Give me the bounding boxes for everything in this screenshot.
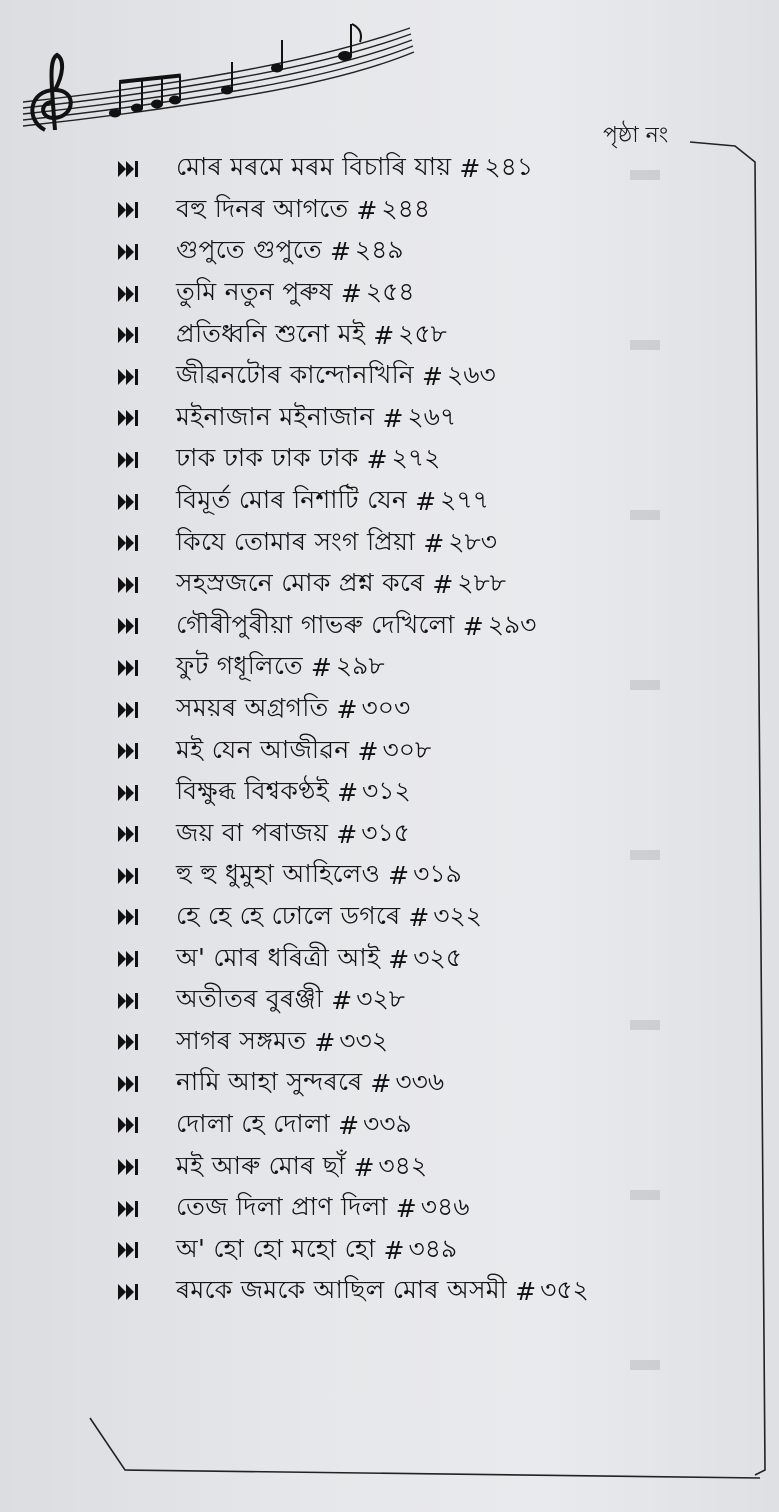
song-page-number: ২৫৪ [365, 277, 415, 307]
toc-entry [118, 231, 678, 273]
fast-forward-icon [118, 660, 176, 676]
song-page-number: ২৭২ [391, 443, 441, 473]
song-title: ফুট গধূলিতে [176, 651, 303, 681]
page-separator: # [370, 1069, 392, 1099]
song-page-number: ২৯৮ [335, 651, 385, 681]
toc-entry [118, 314, 678, 356]
toc-entry [118, 522, 678, 564]
song-title: বহু দিনৰ আগতে [176, 193, 349, 223]
toc-entry [118, 1021, 678, 1063]
song-title: অ' হো হো মহো হো [176, 1233, 376, 1263]
toc-entry [118, 481, 678, 523]
page-separator: # [338, 1110, 360, 1140]
fast-forward-icon [118, 202, 176, 218]
fast-forward-icon [118, 286, 176, 302]
page-separator: # [382, 403, 404, 433]
song-title: মই আৰু মোৰ ছাঁ [176, 1150, 346, 1180]
song-page-number: ৩৪৯ [408, 1233, 458, 1263]
fast-forward-icon [118, 785, 176, 801]
toc-entry [118, 1105, 678, 1147]
song-page-number: ২৪১ [484, 152, 534, 182]
toc-entry [118, 689, 678, 731]
toc-entry [118, 1229, 678, 1271]
song-title: গৌৰীপুৰীয়া গাভৰু দেখিলো [176, 609, 455, 639]
fast-forward-icon [118, 1076, 176, 1092]
toc-entry [118, 398, 678, 440]
song-page-number: ২৭৭ [440, 485, 489, 515]
song-title: ঢাক ঢাক ঢাক ঢাক [176, 443, 359, 473]
page-separator: # [421, 362, 443, 392]
toc-entry [118, 730, 678, 772]
fast-forward-icon [118, 1159, 176, 1175]
page-separator: # [329, 237, 351, 267]
song-title: মই যেন আজীৱন [176, 734, 350, 764]
page-separator: # [395, 1194, 417, 1224]
toc-entry [118, 148, 678, 190]
song-page-number: ৩৩২ [339, 1025, 389, 1055]
page-separator: # [459, 154, 481, 184]
song-title: তেজ দিলা প্ৰাণ দিলা [176, 1192, 388, 1222]
song-page-number: ৩২২ [433, 900, 483, 930]
toc-entry [118, 1188, 678, 1230]
song-page-number: ৩৩৯ [363, 1108, 412, 1138]
song-page-number: ৩১৫ [361, 817, 410, 847]
toc-entry [118, 564, 678, 606]
toc-entry [118, 897, 678, 939]
fast-forward-icon [118, 535, 176, 551]
page-separator: # [462, 611, 484, 641]
toc-entry [118, 356, 678, 398]
song-page-number: ২৮৩ [448, 526, 498, 556]
song-title: মোৰ মৰমে মৰম বিচাৰি যায় [176, 152, 452, 182]
page-separator: # [353, 1152, 375, 1182]
page-separator: # [337, 778, 359, 808]
toc-entry [118, 606, 678, 648]
toc-entry [118, 439, 678, 481]
fast-forward-icon [118, 1284, 176, 1300]
page-separator: # [388, 944, 410, 974]
fast-forward-icon [118, 410, 176, 426]
fast-forward-icon [118, 993, 176, 1009]
song-page-number: ৩২৫ [413, 942, 462, 972]
fast-forward-icon [118, 494, 176, 510]
song-page-number: ২৮৮ [457, 568, 506, 598]
page-separator: # [408, 902, 430, 932]
song-title: জীৱনটোৰ কান্দোনখিনি [176, 360, 414, 390]
page-separator: # [336, 819, 358, 849]
song-page-number: ৩৪২ [378, 1150, 428, 1180]
fast-forward-icon [118, 826, 176, 842]
page-separator: # [314, 1027, 336, 1057]
song-title: বিক্ষুব্ধ বিশ্বকণ্ঠই [176, 776, 330, 806]
fast-forward-icon [118, 452, 176, 468]
song-title: অ' মোৰ ধৰিত্ৰী আই [176, 942, 381, 972]
page-separator: # [388, 861, 410, 891]
song-title: হু হু ধুমুহা আহিলেও [176, 859, 381, 889]
page-separator: # [331, 986, 353, 1016]
fast-forward-icon [118, 244, 176, 260]
page-separator: # [423, 528, 445, 558]
fast-forward-icon [118, 327, 176, 343]
song-page-number: ৩৫২ [540, 1275, 589, 1305]
song-title: অতীতৰ বুৰঞ্জী [176, 984, 324, 1014]
fast-forward-icon [118, 161, 176, 177]
song-page-number: ২৬৭ [407, 401, 457, 431]
song-page-number: ২৪৯ [354, 235, 404, 265]
page-number-heading: পৃষ্ঠা নং [603, 123, 669, 148]
toc-entry [118, 1271, 678, 1313]
fast-forward-icon [118, 868, 176, 884]
page-separator: # [356, 195, 378, 225]
toc-entry [118, 1146, 678, 1188]
toc-entry [118, 190, 678, 232]
song-page-number: ২৪৪ [381, 193, 431, 223]
page-separator: # [366, 445, 388, 475]
song-title: কিযে তোমাৰ সংগ প্ৰিয়া [176, 526, 416, 556]
page-separator: # [415, 487, 437, 517]
fast-forward-icon [118, 369, 176, 385]
song-page-number: ৩০৩ [361, 693, 411, 723]
fast-forward-icon [118, 1117, 176, 1133]
table-of-contents [118, 148, 678, 1313]
song-title: নামি আহা সুন্দৰৰে [176, 1067, 363, 1097]
song-title: প্ৰতিধ্বনি শুনো মই [176, 318, 366, 348]
page-separator: # [373, 320, 395, 350]
fast-forward-icon [118, 577, 176, 593]
song-page-number: ৩০৮ [382, 734, 432, 764]
song-title: দোলা হে দোলা [176, 1108, 331, 1138]
page-separator: # [515, 1277, 537, 1307]
song-page-number: ২৫৮ [398, 318, 447, 348]
song-page-number: ৩১৯ [413, 859, 462, 889]
toc-entry [118, 938, 678, 980]
toc-entry [118, 1063, 678, 1105]
toc-entry [118, 855, 678, 897]
fast-forward-icon [118, 1034, 176, 1050]
song-page-number: ৩৩৬ [395, 1067, 445, 1097]
song-title: গুপুতে গুপুতে [176, 235, 322, 265]
song-title: বিমূৰ্ত মোৰ নিশাটি যেন [176, 485, 408, 515]
fast-forward-icon [118, 618, 176, 634]
toc-entry [118, 647, 678, 689]
fast-forward-icon [118, 1242, 176, 1258]
page-separator: # [336, 695, 358, 725]
page-separator: # [310, 653, 332, 683]
song-title: সময়ৰ অগ্ৰগতি [176, 693, 329, 723]
song-title: তুমি নতুন পুৰুষ [176, 277, 333, 307]
song-title: সাগৰ সঙ্গমত [176, 1025, 307, 1055]
song-page-number: ২৯৩ [487, 609, 537, 639]
song-page-number: ৩৪৬ [420, 1192, 470, 1222]
page-separator: # [383, 1235, 405, 1265]
fast-forward-icon [118, 951, 176, 967]
song-title: সহস্ৰজনে মোক প্ৰশ্ন কৰে [176, 568, 425, 598]
song-page-number: ৩১২ [362, 776, 411, 806]
song-title: মইনাজান মইনাজান [176, 401, 375, 431]
fast-forward-icon [118, 909, 176, 925]
song-title: ৰমকে জমকে আছিল মোৰ অসমী [176, 1275, 508, 1305]
toc-entry [118, 273, 678, 315]
page-separator: # [357, 736, 379, 766]
fast-forward-icon [118, 1201, 176, 1217]
toc-entry [118, 814, 678, 856]
song-title: জয় বা পৰাজয় [176, 817, 329, 847]
toc-entry [118, 772, 678, 814]
page-separator: # [432, 570, 454, 600]
song-title: হে হে হে ঢোলে ডগৰে [176, 900, 401, 930]
toc-entry [118, 980, 678, 1022]
song-page-number: ৩২৮ [356, 984, 405, 1014]
page-separator: # [340, 279, 362, 309]
fast-forward-icon [118, 702, 176, 718]
song-page-number: ২৬৩ [446, 360, 496, 390]
fast-forward-icon [118, 743, 176, 759]
